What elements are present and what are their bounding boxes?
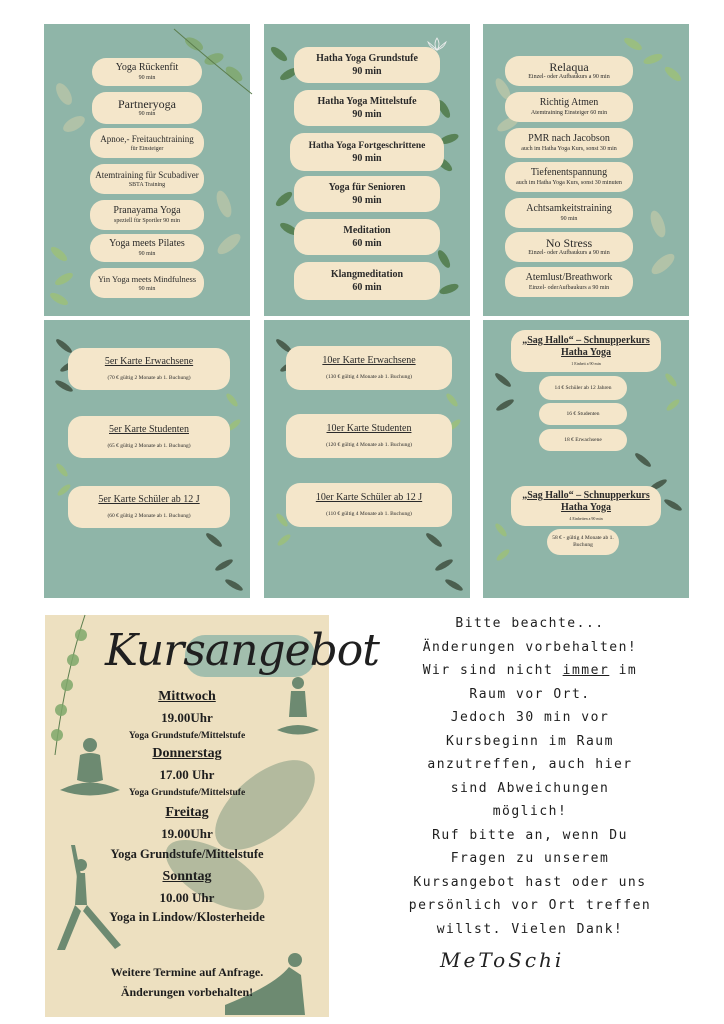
schedule-type: Yoga Grundstufe/Mittelstufe: [128, 731, 246, 741]
intro-course-pill: „Sag Hallo“ – Schnupperkurs Hatha Yoga 4 Einheiten a 90 min: [511, 486, 661, 526]
notice-line: Kursangebot hast oder uns: [413, 874, 647, 890]
price-pill: 18 € Erwachsene: [539, 429, 627, 451]
schedule-time: 10.00 Uhr: [159, 890, 215, 905]
punch-card-pill: 5er Karte Erwachsene (70 € gültig 2 Monate ab 1. Buchung): [68, 348, 230, 390]
notice-text-span: im: [609, 663, 638, 678]
notice-line: Raum vor Ort.: [469, 686, 591, 702]
course-pill: Pranayama Yoga speziell für Sportler 90 min: [90, 200, 204, 230]
panel-10er-cards: [264, 320, 470, 598]
notice-emphasis: immer: [562, 663, 610, 678]
schedule-day: Freitag: [165, 805, 209, 820]
intro-course-pill: „Sag Hallo“ – Schnupperkurs Hatha Yoga 1 Einheit a 90 min: [511, 330, 661, 372]
panel-intro-courses: [483, 320, 689, 598]
notice-text: [360, 612, 700, 941]
punch-card-pill: 5er Karte Schüler ab 12 J (60 € gültig 2 Monate ab 1. Buchung): [68, 486, 230, 528]
panel-5er-cards: [44, 320, 250, 598]
schedule-type: Yoga Grundstufe/Mittelstufe: [128, 788, 246, 798]
course-pill: Relaqua Einzel- oder Aufbaukurs a 90 min: [505, 56, 633, 86]
course-pill: Apnoe,- Freitauchtraining für Einsteiger: [90, 128, 204, 158]
schedule-day: Donnerstag: [152, 746, 222, 761]
leaf-decoration-icon: [44, 224, 94, 316]
notice-line: Fragen zu unserem: [450, 851, 610, 866]
panel-relaxation-courses: [483, 24, 689, 316]
poster-footer: Änderungen vorbehalten!: [120, 985, 254, 999]
notice-line: persönlich vor Ort treffen: [408, 898, 652, 913]
course-pill: Klangmeditation 60 min: [294, 262, 440, 300]
leaf-decoration-icon: [633, 194, 689, 304]
course-pill: Yoga für Senioren 90 min: [294, 176, 440, 212]
schedule-time: 19.00Uhr: [161, 710, 213, 725]
signature: MeToSchi: [440, 948, 565, 972]
notice-line: Bitte beachte...: [455, 616, 605, 631]
course-pill: Richtig Atmen Atemtraining Einsteiger 60 min: [505, 92, 633, 122]
leaf-decoration-icon: [194, 520, 250, 598]
leaf-decoration-icon: [483, 360, 523, 440]
course-pill: Achtsamkeitstraining 90 min: [505, 198, 633, 228]
cobra-pose-figure-icon: [205, 945, 325, 1015]
notice-line: Kursbeginn im Raum: [446, 733, 614, 749]
notice-line: möglich!: [492, 804, 568, 819]
leaf-decoration-icon: [414, 520, 470, 598]
panel-yoga-courses: [44, 24, 250, 316]
schedule-day: Sonntag: [162, 869, 212, 884]
course-pill: Yoga Rückenfit 90 min: [92, 58, 202, 86]
punch-card-pill: 10er Karte Schüler ab 12 J (110 € gültig 4 Monate ab 1. Buchung): [286, 483, 452, 527]
notice-line: Ruf bitte an, wenn Du: [432, 827, 628, 843]
course-pill: Hatha Yoga Fortgeschrittene 90 min: [290, 133, 444, 171]
course-pill: Tiefenentspannung auch im Hatha Yoga Kurs, sonst 30 minuten: [505, 162, 633, 192]
notice-line: [360, 659, 700, 683]
punch-card-pill: 10er Karte Studenten (120 € gültig 4 Monate ab 1. Buchung): [286, 414, 452, 458]
course-pill: Yoga meets Pilates 90 min: [90, 234, 204, 262]
notice-line: sind Abweichungen: [450, 780, 610, 796]
course-pill: Atemtraining für Scubadiver SBTA Training: [90, 164, 204, 194]
poster-title: Kursangebot: [105, 625, 379, 676]
course-pill: Atemlust/Breathwork Einzel- oderAufbaukurs a 90 min: [505, 267, 633, 297]
punch-card-pill: 10er Karte Erwachsene (130 € gültig 4 Monate ab 1. Buchung): [286, 346, 452, 390]
schedule-time: 17.00 Uhr: [159, 767, 215, 782]
schedule-day: Mittwoch: [158, 689, 216, 704]
panel-hatha-courses: [264, 24, 470, 316]
schedule-type: Yoga Grundstufe/Mittelstufe: [110, 847, 264, 861]
notice-line: Jedoch 30 min vor: [450, 710, 610, 725]
punch-card-pill: 5er Karte Studenten (65 € gültig 2 Monate ab 1. Buchung): [68, 416, 230, 458]
course-pill: No Stress Einzel- oder Aufbaukurs a 90 min: [505, 232, 633, 262]
course-pill: PMR nach Jacobson auch im Hatha Yoga Kurs, sonst 30 min: [505, 128, 633, 158]
notice-line: Änderungen vorbehalten!: [422, 639, 638, 655]
course-pill: Hatha Yoga Grundstufe 90 min: [294, 47, 440, 83]
schedule-time: 19.00Uhr: [161, 826, 213, 841]
notice-line: anzutreffen, auch hier: [427, 757, 633, 772]
schedule-type: Yoga in Lindow/Klosterheide: [109, 910, 265, 924]
notice-text-span: Wir sind nicht: [422, 663, 563, 678]
price-pill: 14 € Schüler ab 12 Jahren: [539, 376, 627, 400]
course-pill: Hatha Yoga Mittelstufe 90 min: [294, 90, 440, 126]
price-pill: 16 € Studenten: [539, 403, 627, 425]
course-pill: Yin Yoga meets Mindfulness 90 min: [90, 268, 204, 298]
notice-line: willst. Vielen Dank!: [436, 921, 624, 937]
price-pill: 58 € - gültig 4 Monate ab 1. Buchung: [547, 529, 619, 555]
schedule-poster: [45, 615, 379, 1017]
course-pill: Meditation 60 min: [294, 219, 440, 255]
poster-footer: Weitere Termine auf Anfrage.: [110, 965, 264, 979]
leaf-decoration-icon: [194, 174, 254, 284]
leaf-decoration-icon: [653, 360, 689, 440]
course-pill: Partneryoga 90 min: [92, 92, 202, 124]
